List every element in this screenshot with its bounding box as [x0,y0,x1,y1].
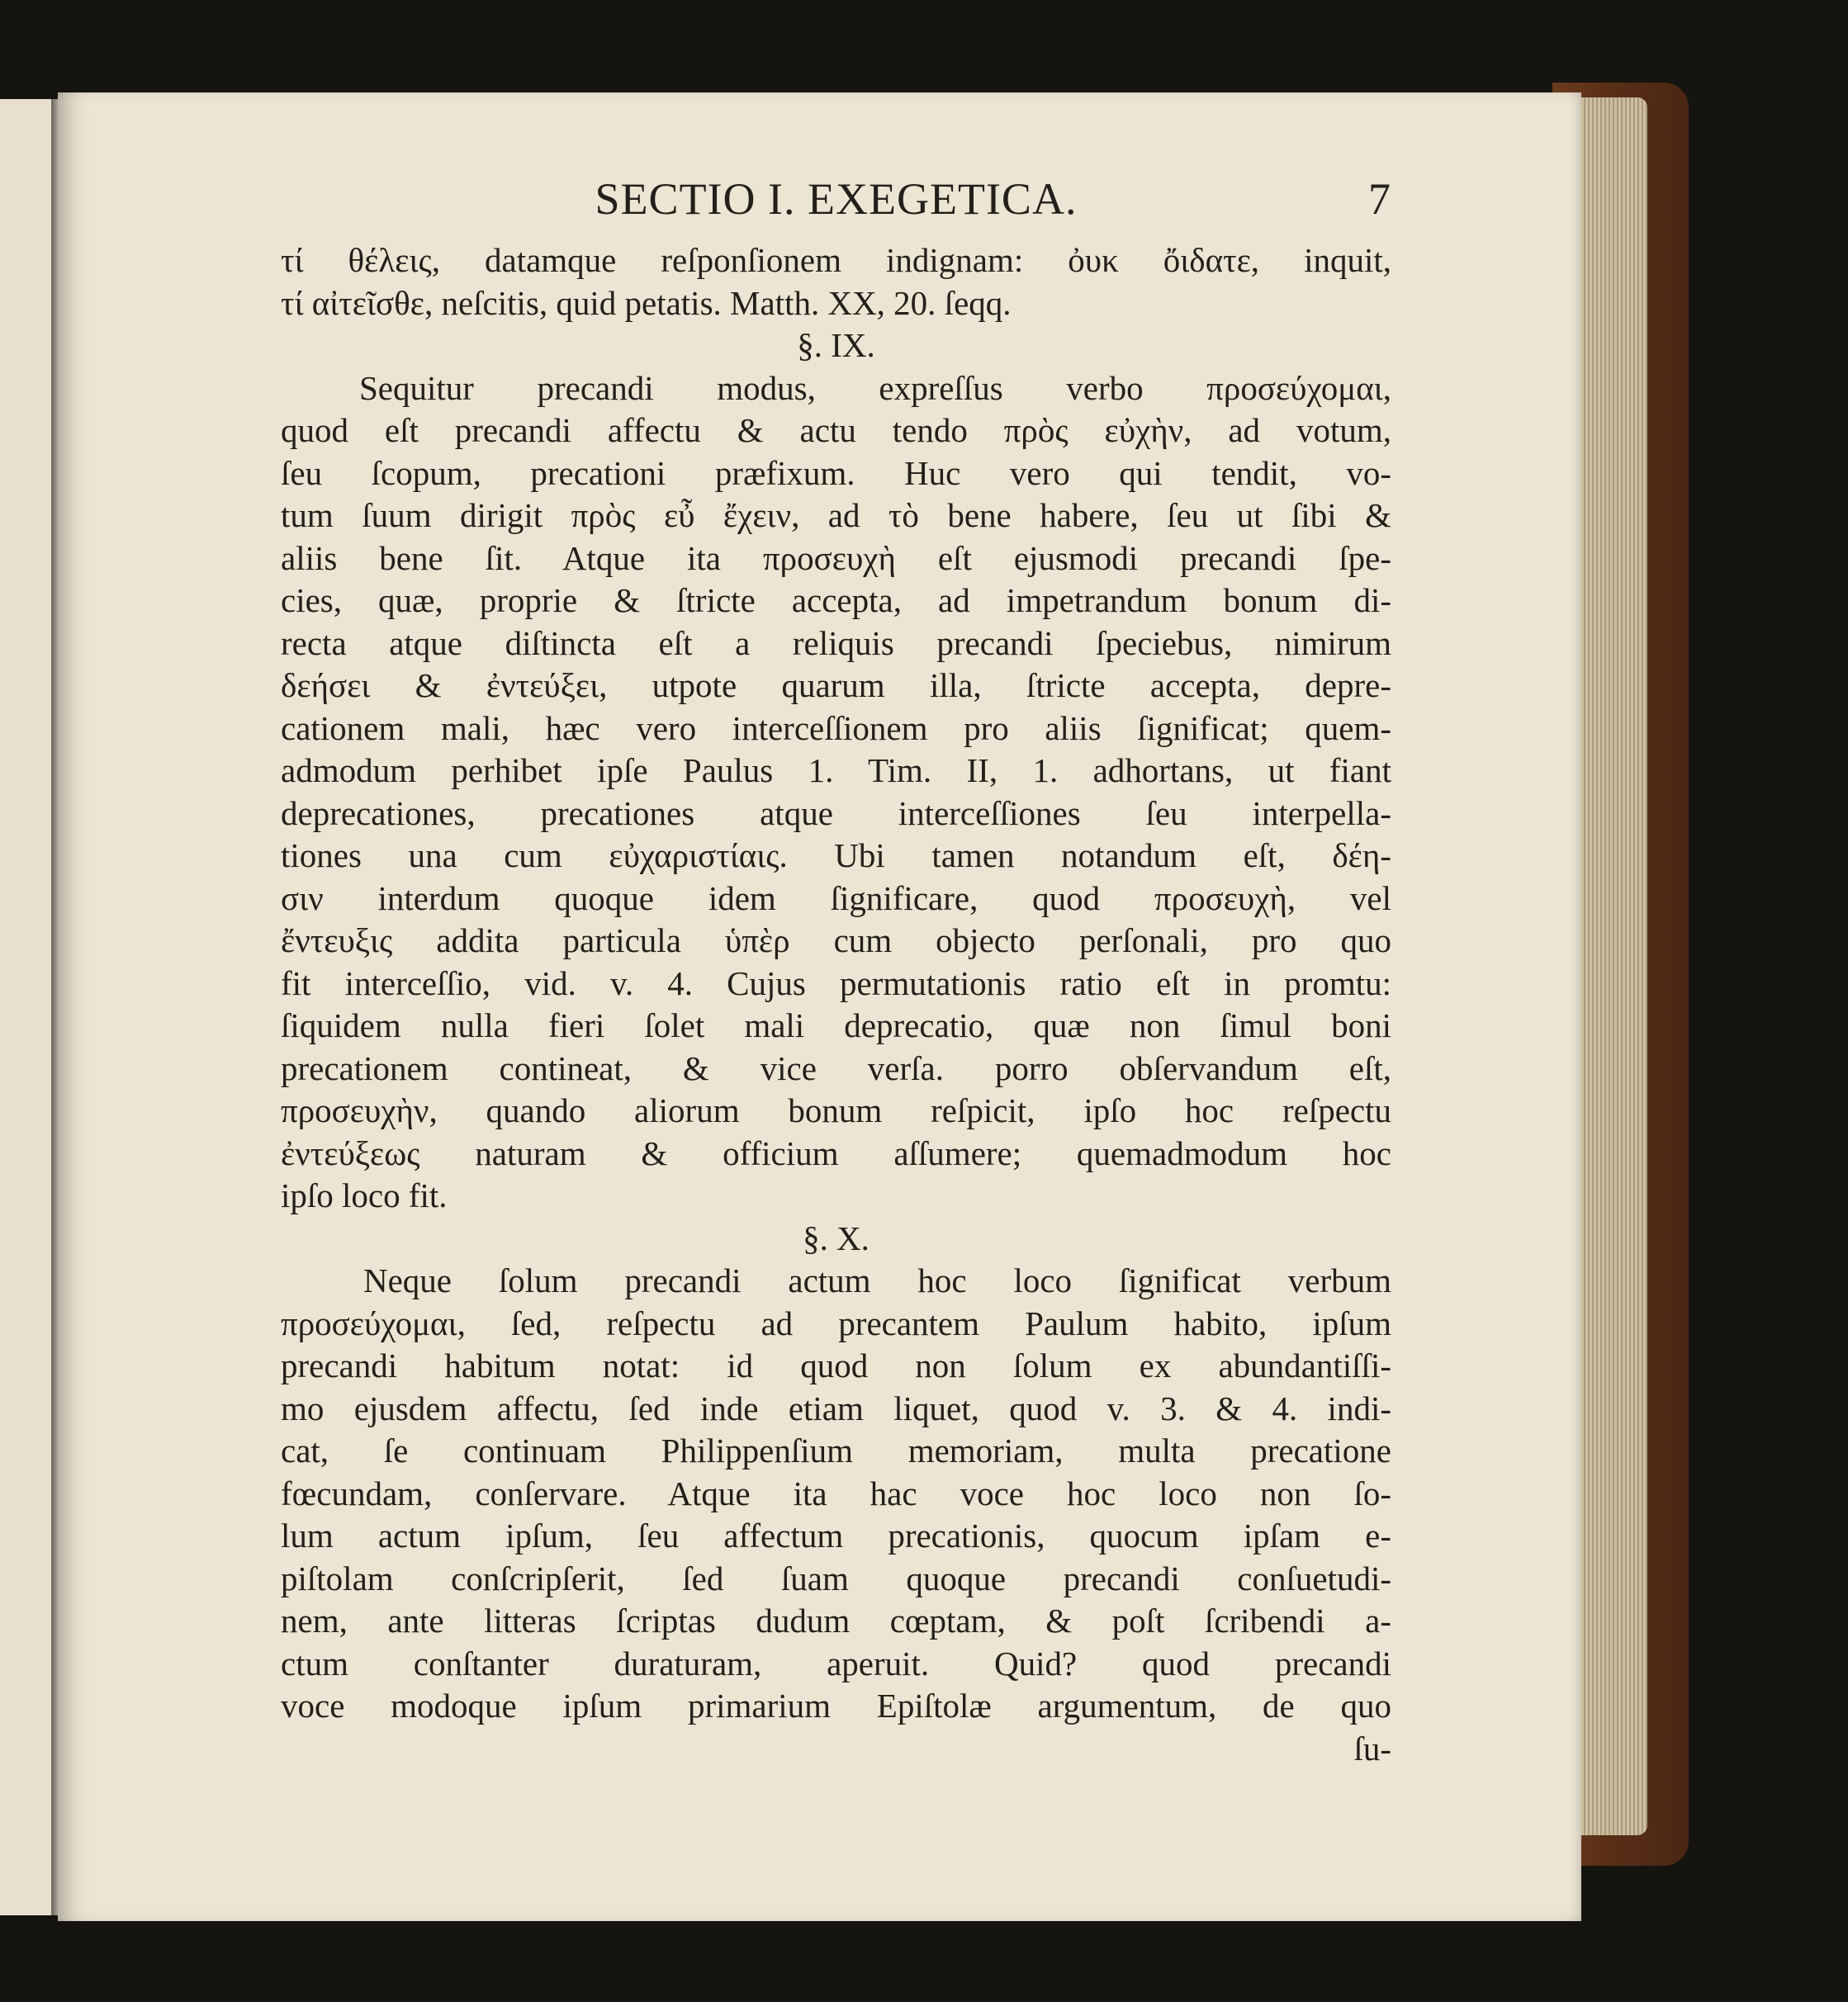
text-line: ſiquidem nulla fieri ſolet mali deprecatio, quæ non ſimul boni [281,1006,1391,1044]
text-line: quod eſt precandi affectu & actu tendo πρὸς εὐχὴν, ad votum, [281,411,1391,449]
running-head-title: SECTIO I. EXEGETICA. [595,174,1078,224]
text-line: Sequitur precandi modus, expreſſus verbo προσεύχομαι, [359,368,1391,407]
text-line: τί αἰτεῖσθε, neſcitis, quid petatis. Matth. XX, 20. ſeqq. [281,283,1012,322]
page-text-block [281,173,1391,1770]
text-line: tiones una cum εὐχαριστίαις. Ubi tamen notandum eſt, δέη- [281,836,1391,874]
section-heading: §. IX. [797,326,875,364]
section-heading: §. X. [803,1219,870,1257]
text-line: admodum perhibet ipſe Paulus 1. Tim. II, 1. adhortans, ut fiant [281,751,1391,789]
text-line: cationem mali, hæc vero interceſſionem pro aliis ſignificat; quem- [281,708,1391,747]
facing-page-edge [0,99,58,1915]
text-line: deprecationes, precationes atque interceſſiones ſeu interpella- [281,793,1391,832]
text-line: fit interceſſio, vid. v. 4. Cujus permutationis ratio eſt in promtu: [281,963,1391,1002]
running-head [281,173,1391,239]
text-line: Neque ſolum precandi actum hoc loco ſignificat verbum [363,1261,1391,1299]
text-line: tum ſuum dirigit πρὸς εὖ ἔχειν, ad τὸ bene habere, ſeu ut ſibi & [281,496,1391,534]
text-line: mo ejusdem affectu, ſed inde etiam liquet, quod v. 3. & 4. indi- [281,1389,1391,1427]
text-line: cies, quæ, proprie & ſtricte accepta, ad impetrandum bonum di- [281,581,1391,619]
text-line: cat, ſe continuam Philippenſium memoriam, multa precatione [281,1432,1391,1470]
text-line: προσεύχομαι, ſed, reſpectu ad precantem Paulum habito, ipſum [281,1304,1391,1342]
text-line: ſeu ſcopum, precationi præfixum. Huc vero qui tendit, vo- [281,453,1391,492]
text-line: precandi habitum notat: id quod non ſolum ex abundantiſſi- [281,1346,1391,1384]
text-line: aliis bene ſit. Atque ita προσευχὴ eſt ejusmodi precandi ſpe- [281,538,1391,577]
text-line: lum actum ipſum, ſeu affectum precationis, quocum ipſam e- [281,1517,1391,1555]
text-line: ἔντευξις addita particula ὑπὲρ cum objecto perſonali, pro quo [281,921,1391,959]
text-line: τί θέλεις, datamque reſponſionem indignam: ὀυκ ὄιδατε, inquit, [281,241,1391,279]
text-line: προσευχὴν, quando aliorum bonum reſpicit, ipſo hoc reſpectu [281,1091,1391,1129]
text-line: ἐντεύξεως naturam & officium aſſumere; quemadmodum hoc [281,1134,1391,1172]
page-number: 7 [1368,174,1391,224]
text-line: σιν interdum quoque idem ſignificare, quod προσευχὴ, vel [281,878,1391,917]
text-line: nem, ante litteras ſcriptas dudum cœptam, & poſt ſcribendi a- [281,1602,1391,1640]
text-line: piſtolam conſcripſerit, ſed ſuam quoque precandi conſuetudi- [281,1559,1391,1597]
text-line: ctum conſtanter duraturam, aperuit. Quid? quod precandi [281,1644,1391,1683]
book-page [58,92,1581,1921]
body-text [281,239,1391,1770]
text-line: δεήσει & ἐντεύξει, utpote quarum illa, ſtricte accepta, depre- [281,666,1391,704]
text-line: ipſo loco fit. [281,1176,448,1214]
catchword: ſu- [1353,1729,1391,1768]
text-line: recta atque diſtincta eſt a reliquis precandi ſpeciebus, nimirum [281,623,1391,662]
text-line: precationem contineat, & vice verſa. porro obſervandum eſt, [281,1048,1391,1087]
text-line: voce modoque ipſum primarium Epiſtolæ argumentum, de quo [281,1687,1391,1725]
text-line: fœcundam, conſervare. Atque ita hac voce hoc loco non ſo- [281,1474,1391,1512]
page-stack-edge [1573,97,1647,1835]
